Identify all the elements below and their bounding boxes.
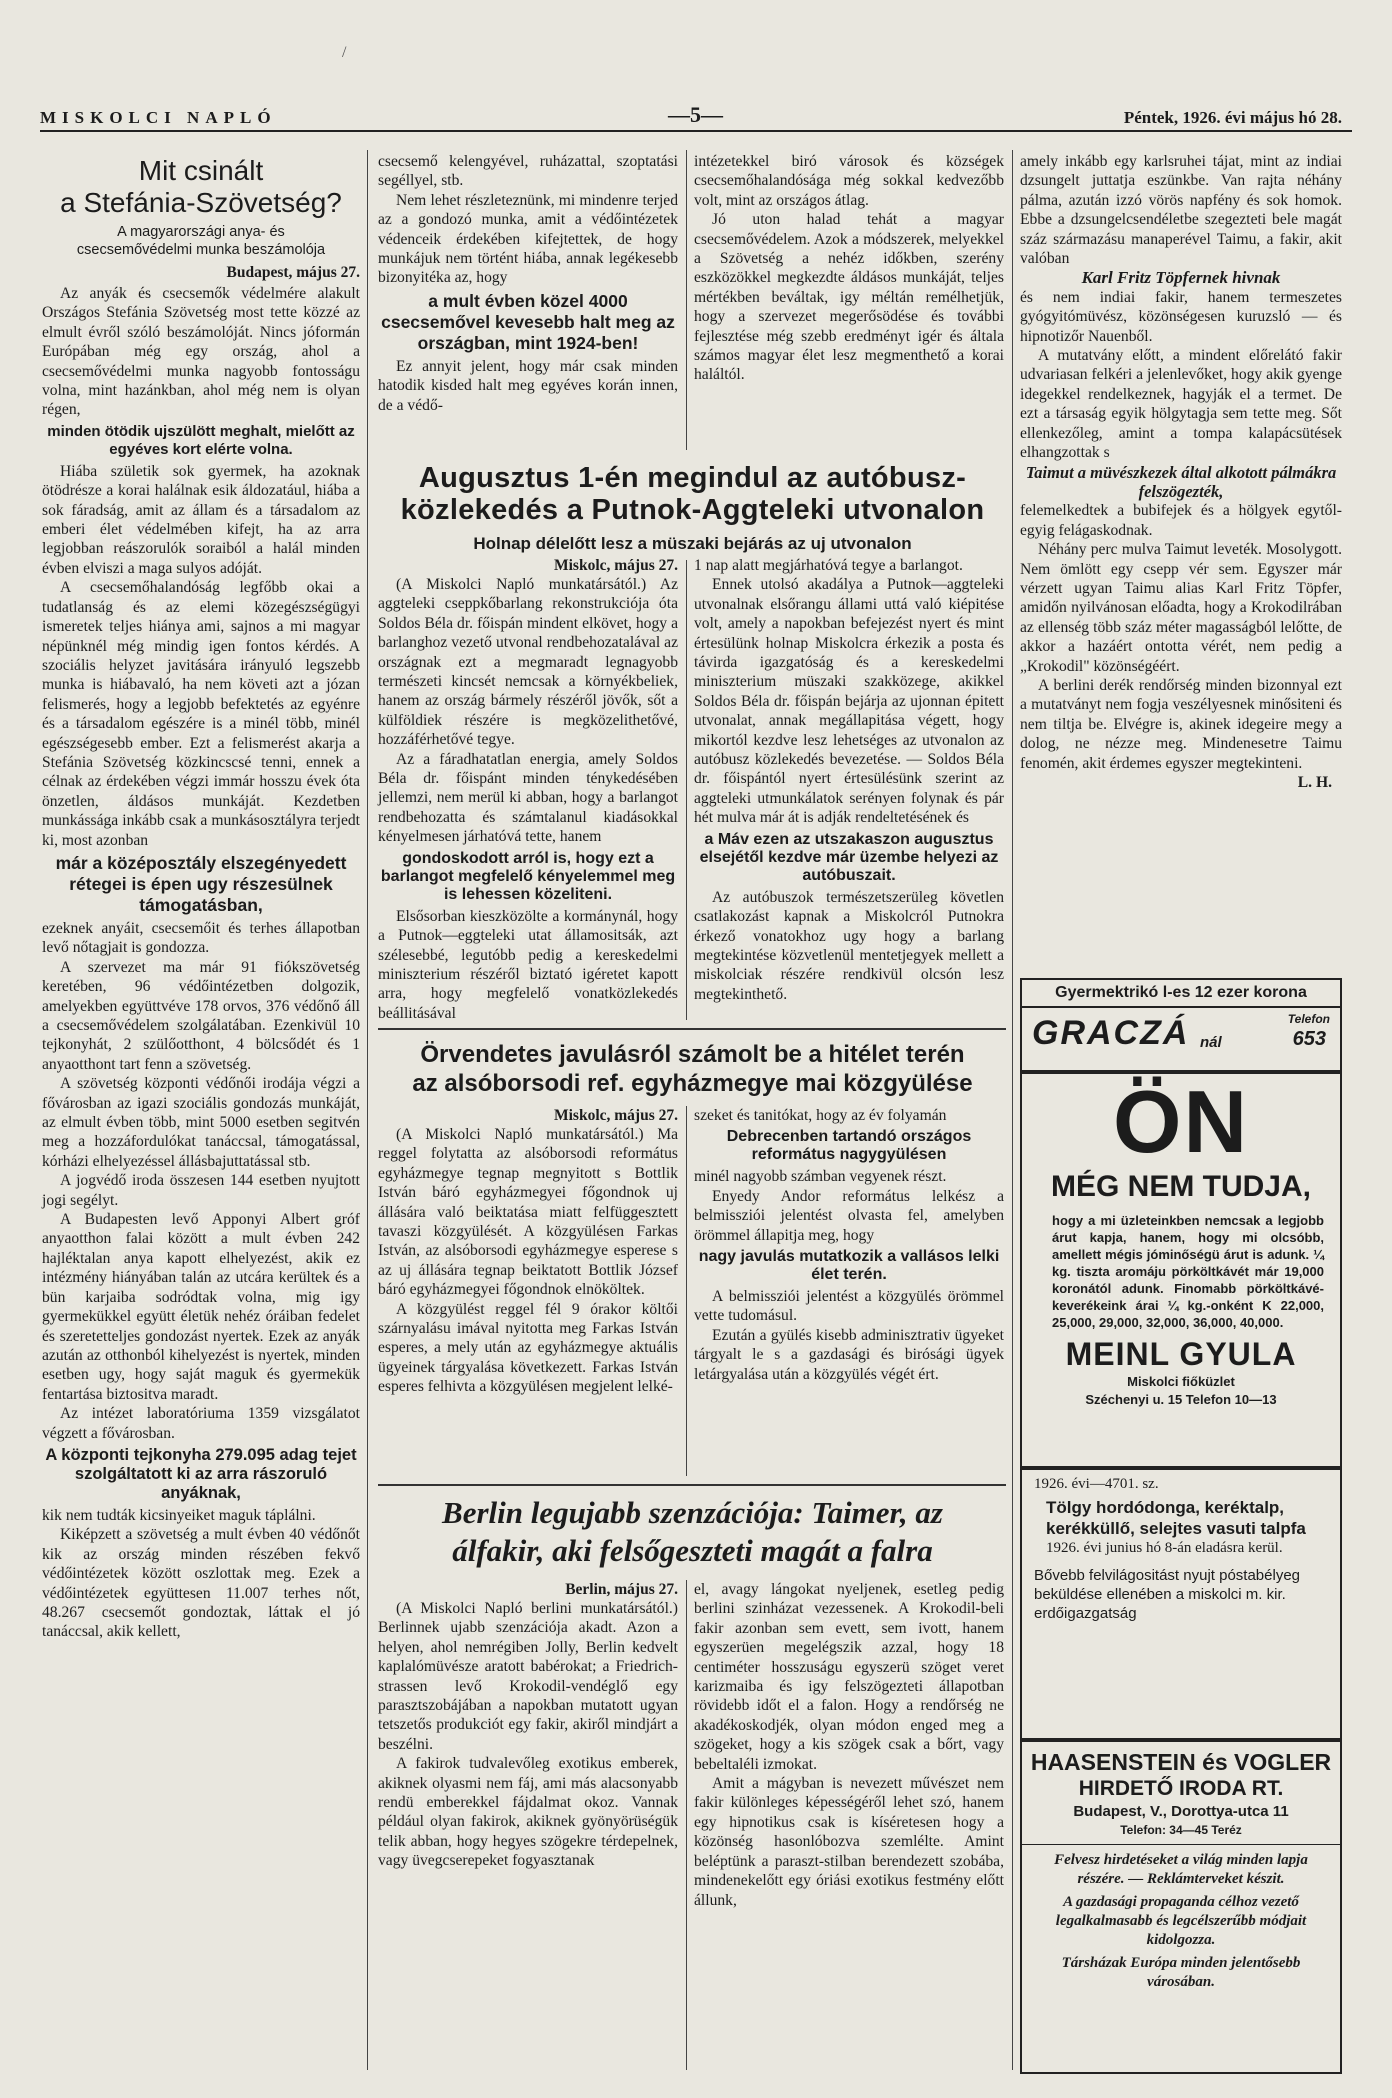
paragraph: Kiképzett a szövetség a mult évben 40 védőnőt kik az ország minden részében fekvő védőintézetek között oszlottak meg. Ezek a védőintézetek együttesen 11.007 terhes nőt, 48.267 csecsemőt gondoztak, láttak el jó tanáccsal, akik kellett,	[42, 1526, 360, 1641]
ad-haas-address: Budapest, V., Dorottya-utca 11	[1073, 1803, 1289, 1820]
ad-tolgy-tail: 1926. évi junius hó 8-án eladásra kerül.	[1046, 1540, 1283, 1556]
paragraph: Az anyák és csecsemők védelmére alakult Országos Stefánia Szövetség most tette közzé az elmult évről szóló beszámolóját. Nincs jóformán Európában még egy ország, ahol a csecsemővédelmi munka nagyobb fontosságu volna, mint hazánkban, ahol még nem is olyan régen,	[42, 285, 360, 419]
ad-tolgy-number: 1926. évi—4701. sz.	[1034, 1476, 1159, 1492]
issue-date: Péntek, 1926. évi május hó 28.	[1123, 108, 1342, 127]
paragraph: minél nagyobb számban vegyenek részt.	[694, 1168, 947, 1186]
ad-haas-name: HAASENSTEIN és VOGLER	[1030, 1749, 1332, 1775]
paragraph: A belmissziói jelentést a közgyülés örömmel vette tudomásul.	[694, 1288, 1004, 1325]
paragraph: (A Miskolci Napló munkatársától.) Az aggteleki cseppkőbarlang rekonstrukciója óta Soldos Béla dr. főispán mindent elkövet, hogy a barlanghoz vezető utvonal rendbehozatalával az országnak ezt a megmaradt legnagyobb természeti kincsét nemcsak a környékbeliek, hanem az ország bármely részéről jövők, sőt a külföldiek részére is megközelithetővé, hozzáférhetővé tegye.	[378, 576, 678, 749]
paragraph: Az a fáradhatatlan energia, amely Soldos Béla dr. főispánt minden ténykedésében jellemzi, nem merül ki abban, hogy a barlangot rendbehozatta és számtalanul kiadásokkal kényelmesen járhatóvá tette, hanem	[378, 750, 678, 846]
paragraph: el, avagy lángokat nyeljenek, esetleg pedig berlini szinházat vezessenek. A Krokodil-beli fakir azonban sem evett, sem ivott, hanem egyszerüen megelégszik azzal, hogy 18 centiméter hosszuságu egyszerü szöget veret karizmaiba és igy felszögezteti állapotban rövidebb időt el a falon. Hogy a rendőrség ne akadékoskodjék, olyan módon enged meg a szögeket, hogy a kis szögek csak a bőrt, vagy bebeltaléli izmokat.	[694, 1581, 1004, 1773]
column-rule	[686, 560, 687, 1020]
paragraph: A Budapesten levő Apponyi Albert gróf anyaotthon falai között a mult évben 242 hajléktalan anya kapott elhelyezést, akik ez intézmény hiányában talán az utcára kerültek és a bün karjaiba sodródtak volna, mig igy gyermekükkel együtt életük nehéz óráiban fedelet és szeretetteljes gondozást nyertek. Ezek az anyák azután az otthonból kihelyezést is nyertek, minden esetben ugy, hogy saját maguk és gyermekük fentartása biztositva maradt.	[42, 1211, 360, 1403]
paragraph: szeket és tanitókat, hogy az év folyamán	[694, 1107, 947, 1124]
berlin-headline-line2: álfakir, aki felsőgeszteti magát a falra	[452, 1533, 933, 1568]
paragraph: Néhány perc mulva Taimut leveték. Mosolygott. Nem ömlött egy csepp vér sem. Egyszer már vérzett ugyan Taimu alias Karl Fritz Töpfer, amidőn nyilvánosan előadta, hogy a Krokodilrában az ellenség több száz méter magasságból lelőtte, de akkor a hazáért ontotta vérét, nem pedig a „Krokodil" közönségéért.	[1020, 541, 1342, 675]
paragraph: és nem indiai fakir, hanem termeszetes gyógyitómüvész, közönségesen kuruzsló — és hipnotizőr Nauenből.	[1020, 288, 1342, 345]
column-rule	[686, 1106, 687, 1476]
church-headline-line1: Örvendetes javulásról számolt be a hitélet terén	[420, 1041, 965, 1068]
article-subtitle: A magyarországi anya- és csecsemővédelmi munka beszámolója	[76, 224, 326, 258]
paragraph: ezeknek anyáit, csecsemőit és terhes állapotban levő nőtagjait is gondozza.	[42, 919, 360, 957]
bus-article-col2	[694, 556, 1004, 1004]
ad-meinl-address: Széchenyi u. 15 Telefon 10—13	[1085, 1392, 1277, 1407]
ad-haas-phone: Telefon: 34—45 Teréz	[1022, 1822, 1340, 1845]
article-stefania	[42, 155, 360, 1642]
paper-name: MISKOLCI NAPLÓ	[40, 108, 277, 127]
ad-meinl-name: MEINL GYULA	[1065, 1336, 1297, 1372]
ad-tolgy	[1020, 1468, 1342, 1740]
highlight-text: gondoskodott arról is, hogy ezt a barlangot megfelelő kényelemmel meg is lehessen közeliteni.	[380, 849, 676, 903]
bus-article-col1	[378, 556, 678, 1023]
ad-haas-text2: A gazdasági propaganda célhoz vezető legalkalmasabb és legcélszerűbb módjait kidolgozza.	[1055, 1894, 1307, 1948]
dateline: Miskolc, május 27.	[554, 1107, 678, 1124]
paragraph: Az intézet laboratóriuma 1359 vizsgálatot végzett a fővárosban.	[42, 1405, 360, 1442]
article-title-line2: a Stefánia-Szövetség?	[60, 187, 342, 218]
article-title-line1: Mit csinált	[138, 155, 264, 186]
italic-text: Karl Fritz Töpfernek hivnak	[1081, 268, 1281, 288]
paragraph: csecsemő kelengyével, ruházattal, szoptatási segéllyel, stb.	[378, 153, 678, 190]
paragraph: Az autóbuszok természetszerüleg követlen csatlakozást kapnak a Miskolcról Putnokra érkező vonatokhoz ugy hogy a barlang megtekintése közvetlenül mentetjegyek mellett a miskolciak részére rendkivül olcsón lesz megtekinthető.	[694, 888, 1004, 1003]
highlight-text: a Máv ezen az utszakaszon augusztus elsejétől kezdve már üzembe helyezi az autóbuszait.	[699, 830, 999, 884]
ad-gracza-tel-label: Telefon	[1287, 1012, 1330, 1026]
ad-gracza-head: Gyermektrikó l-es 12 ezer korona	[1022, 980, 1340, 1008]
highlight-text: A központi tejkonyha 279.095 adag tejet szolgáltatott ki az arra rászoruló anyáknak,	[45, 1445, 357, 1502]
berlin-headline	[380, 1494, 1005, 1570]
berlin-article-col1	[378, 1580, 678, 1871]
article-stefania-heading	[42, 155, 360, 259]
masthead	[40, 102, 1352, 132]
paragraph: A berlini derék rendőrség minden bizonnyal ezt a mutatványt nem fogja veszélyesnek minősiteni és nem tiltja be. Elvégre is, akinek idegeire megy a dolog, ne nézze meg. Mindenesetre Taimu fenomén, akit érdemes egyszer megtekinteni.	[1020, 676, 1342, 772]
ad-meinl-meg: MÉG NEM TUDJA,	[1050, 1170, 1311, 1203]
paragraph: A szövetség központi védőnői irodája végzi a fővárosban az igazi szociális gondozás munkáját, az elmult évben több, mint 5000 esetben segitvén meg a hozzáfordulókat tanáccsal, támogatással, kórházi elhelyezéssel állásbajuttatással stb.	[42, 1075, 360, 1170]
paragraph: A jogvédő iroda összesen 144 esetben nyujtott jogi segélyt.	[42, 1172, 360, 1209]
berlin-headline-line1: Berlin legujabb szenzációja: Taimer, az	[442, 1495, 943, 1530]
paragraph: (A Miskolci Napló berlini munkatársától.) Berlinnek ujabb szenzációja akadt. Azon a helyen, ahol nemrégiben Jolly, Berlin kedvelt kaplalómüvésze aratott babérokat; a Friedrich-strassen levő Krokodil-vendéglő egy parasztszobájában a napokban mutatott ugyan tetszetős produkciót egy fakir, akiről mindjárt a beszélni.	[378, 1600, 678, 1753]
ad-tolgy-more: Bővebb felvilágositást nyujt póstabélyeg beküldése ellenében a miskolci m. kir. erdőigazgatság	[1034, 1567, 1301, 1622]
page-number: —5—	[668, 102, 723, 127]
paragraph: Ennek utolsó akadálya a Putnok—aggteleki utvonalnak elsőrangu állami uttá való kiépitése volt, amely a napokban befejezést nyert és mint értesülünk holnap Miskolcra érkezik a posta és távirda igazgatóság és a kereskedelmi miniszterium müszaki szakközege, akikkel Soldos Béla dr. főispán bejárja az ujonnan épitett utvonalat, annak megállapitása végett, hogy mikortól kezdve lesz lehetséges az utvonalon az autóbusz közlekedés bevezetése. — Soldos Béla dr. főispántól nyert értesülésünk szerint az aggteleki utmunkálatok serényen folynak és pár hét mulva már át is adják rendeltetésének és	[694, 576, 1004, 827]
berlin-article-col3	[1020, 152, 1342, 792]
paragraph: Ezután a gyülés kisebb adminisztrativ ügyeket tárgyalt le s a gazdasági és birósági ügyek letárgyalása után a közgyülés végét ért.	[694, 1326, 1004, 1383]
ad-haas-sub: HIRDETŐ IRODA RT.	[1078, 1777, 1284, 1800]
bus-headline	[380, 462, 1005, 526]
church-headline	[380, 1040, 1005, 1098]
bus-subhead: Holnap délelőtt lesz a müszaki bejárás az uj utvonalon	[473, 534, 912, 553]
ad-tolgy-head: Tölgy hordódonga, keréktalp, kerékküllő, selejtes vasuti talpfa	[1046, 1498, 1306, 1538]
article-stefania-cont	[378, 152, 678, 415]
paragraph: kik nem tudták kicsinyeiket maguk táplálni.	[42, 1506, 316, 1524]
highlight-text: már a középosztály elszegényedett rétegei is épen ugy részesülnek támogatásban,	[55, 852, 347, 915]
church-article-col1	[378, 1106, 678, 1397]
column-rule	[686, 1580, 687, 2070]
paragraph: felemelkedtek a bubifejek és a hölgyek egytől-egyig felágaskodnak.	[1020, 502, 1342, 539]
dateline: Budapest, május 27.	[226, 264, 360, 281]
highlight-text: Debrecenben tartandó országos református nagygyülésen	[726, 1128, 972, 1164]
article-stefania-end	[694, 152, 1004, 385]
paragraph: intézetekkel biró városok és községek csecsemőhalandósága még sokkal kedvezőbb volt, mint az országos átlag.	[694, 153, 1004, 209]
pencil-mark: /	[342, 44, 347, 61]
section-rule	[378, 1484, 1006, 1486]
ad-gracza-tel: 653	[1292, 1028, 1326, 1050]
dateline: Miskolc, május 27.	[554, 557, 678, 574]
ad-haasenstein	[1020, 1740, 1342, 2074]
paragraph: A szervezet ma már 91 fiókszövetség keretében, 96 védőintézetben dolgozik, amelyekben együttvéve 178 orvos, 376 védőnő áll a csecsemővédelem szolgálatában. Ezenkivül 10 tejkonyhát, 2 szülőotthont, 4 bölcsődét és 1 anyaotthont tart fenn a szövetség.	[42, 958, 360, 1073]
ad-gracza-name: GRACZÁ	[1032, 1014, 1190, 1052]
column-rule	[367, 150, 368, 2070]
highlight-text: a mult évben közel 4000 csecsemővel kevesebb halt meg az országban, mint 1924-ben!	[381, 290, 675, 353]
italic-text: Taimut a müvészkezek által alkotott pálmákra felszögezték,	[1025, 462, 1337, 501]
church-article-col2	[694, 1106, 1004, 1384]
paragraph: A fakirok tudvalevőleg exotikus emberek, akiknek olyasmi nem fáj, ami más alacsonyabb rendü emberekkel fájdalmat okoz. Vannak például olyan fakirok, akiknek gyönyörüségük telik abban, hogy hegyes szögekre térdepelnek, vagy üvegcserepeket fogyasztanak	[378, 1755, 678, 1870]
paragraph: Ez annyit jelent, hogy már csak minden hatodik kisded halt meg egyéves korán innen, de a védő-	[378, 357, 678, 414]
highlight-text: nagy javulás mutatkozik a vallásos lelki élet terén.	[698, 1248, 1000, 1284]
dateline: Berlin, május 27.	[565, 1581, 678, 1598]
paragraph: 1 nap alatt megjárhatóvá tegye a barlangot.	[694, 557, 963, 574]
paragraph: Nem lehet részleteznünk, mi mindenre terjed az a gondozó munka, amit a védőintézetek védenceik érdekében kifejtettek, de hogy munkájuk nem történt hiába, annak legékesebb bizonyitéka az, hogy	[378, 191, 678, 287]
paragraph: amely inkább egy karlsruhei tájat, mint az indiai dzsungelt juttatja eszünkbe. Van rajta néhány pálma, azután izzó vörös napfény és sok homok. Ebbe a dzsungelcsendéletbe szegezteti bele magát száz származásu manaperével Taimu, a fakir, akit valóban	[1020, 153, 1342, 268]
ad-meinl	[1020, 1072, 1342, 1468]
berlin-article-col2	[694, 1580, 1004, 1910]
ad-haas-text3: Társházak Európa minden jelentősebb városában.	[1061, 1955, 1301, 1990]
paragraph: (A Miskolci Napló munkatársától.) Ma reggel folytatta az alsóborsodi református egyházmegye tegnap megnyitott s Bottlik István báró egyházmegyei főgondnok uj állására való beiktatása miatt felfüggesztett tavaszi közgyülését. A közgyülésen Farkas István, az alsóborsodi egyházmegye esperese s az uj állására tegnap beiktatott Bottlik József báró egyházmegyei főgondnok elnököltek.	[378, 1126, 678, 1299]
paragraph: Jó uton halad tehát a magyar csecsemővédelem. Azok a módszerek, melyekkel a Szövetség a nehéz időkben, szerény eszközökkel megkezdte áldásos munkáját, teljes mértékben beváltak, igy méltán remélhetjük, hogy a szervezet megerősödése és további fejlesztése még szebb eredményt igér és általa számos magyar élet lesz megmenthető a korai haláltól.	[694, 211, 1004, 384]
column-rule	[1012, 150, 1013, 2070]
ad-gracza	[1020, 978, 1342, 1072]
bus-headline-line1: Augusztus 1-én megindul az autóbusz-	[418, 462, 967, 494]
paragraph: A mutatvány előtt, a mindent előrelátó fakir udvariasan felkéri a jelenlevőket, hogy akik gyenge idegekkel rendelkeznek, hagyják el a termet. De ezt a társaság egyik hölgytagja sem tette meg. Sőt ellenkezőleg, amint a tompa kalapácsütések elhangzottak s	[1020, 347, 1342, 462]
paragraph: A csecsemőhalandóság legfőbb okai a tudatlanság és az elemi közegészségügyi ismeretek teljes hiánya ami, sajnos a mi magyar népünknél még mindig igen fontos kérdés. A szociális helyzet javitására irányuló legszebb munka is hiábavaló, ha nem követi azt a józan felismerés, hogy a legjobb befektetés az egyénre és a társadalom egészére is a minél több, minél egészségesebb ember. Ezt a felismerést akarja a Stefánia Szövetség közkincscsé tenni, ennek a célnak az érdekében végzi immár hosszu évek óta önzetlen, áldásos munkáját. Kezdetben munkássága inkább csak a munkásosztályra terjedt ki, most azonban	[42, 579, 360, 849]
paragraph: A közgyülést reggel fél 9 órakor költői szárnyalásu imával nyitotta meg Farkas István esperes, a mely után az egyházmegye aktuális ügyeinek tárgyalása következett. Farkas István esperes felhivta a közgyülésen megjelent lelké-	[378, 1300, 678, 1396]
ad-haas-text1: Felvesz hirdetéseket a világ minden lapja részére. — Reklámterveket készit.	[1054, 1852, 1308, 1887]
column-rule	[686, 150, 687, 450]
ad-gracza-nal: nál	[1200, 1034, 1222, 1051]
paragraph: Hiába születik sok gyermek, ha azoknak ötödrésze a korai halálnak esik áldozatául, hiába a sok fáradság, amit az állam és a társadalom az emberi élet védelmében kifejt, ha az arra legjobban reászorulók soraiból a halál minden évben elviszi a maga sulyos adóját.	[42, 462, 360, 577]
church-headline-line2: az alsóborsodi ref. egyházmegye mai közgyülése	[412, 1070, 973, 1097]
signature: L. H.	[1297, 774, 1332, 791]
section-rule	[378, 1028, 1006, 1030]
paragraph: Amit a mágyban is nevezett művészet nem fakir különleges képességéről lehet szó, hanem egy hipnotikus csak is kíséretesen hogy a közönség hasonlóbozva szemlélte. Amint beléptünk a paraszt-stilban berendezett szobába, mindenekelőtt egy óriási exotikus festmény előtt állunk,	[694, 1775, 1004, 1909]
ad-meinl-branch: Miskolci fiőküzlet	[1127, 1374, 1235, 1389]
ad-meinl-on: ÖN	[1113, 1072, 1249, 1171]
bus-headline-line2: közlekedés a Putnok-Aggteleki utvonalon	[400, 494, 985, 526]
ad-meinl-body: hogy a mi üzleteinkben nemcsak a legjobb árut kapja, hanem, hogy mi olcsóbb, amellett mégis jóminőségü árut is adunk. ¼ kg. tiszta aromáju pörköltkávét már 19,000 koronától adunk. Finomabb pörköltkávé-keverékeink árai ¼ kg.-onként K 22,000, 25,000, 29,000, 32,000, 36,000, 40,000.	[1052, 1213, 1324, 1330]
paragraph: Enyedy Andor református lelkész a belmissziói jelentést olvasta fel, amelyben örömmel állapitja meg, hogy	[694, 1187, 1004, 1244]
highlight-text: minden ötödik ujszülött meghalt, mielőtt az egyéves kort elérte volna.	[47, 422, 355, 458]
paragraph: Elsősorban kieszközölte a kormánynál, hogy a Putnok—eggteleki utat államositsák, azt szélesebbé, legutóbb pedig a kereskedelmi miniszterium részéről biztató igéretet kapott arra, hogy megfelelő vonatközlekedés beállitásával	[378, 907, 678, 1022]
